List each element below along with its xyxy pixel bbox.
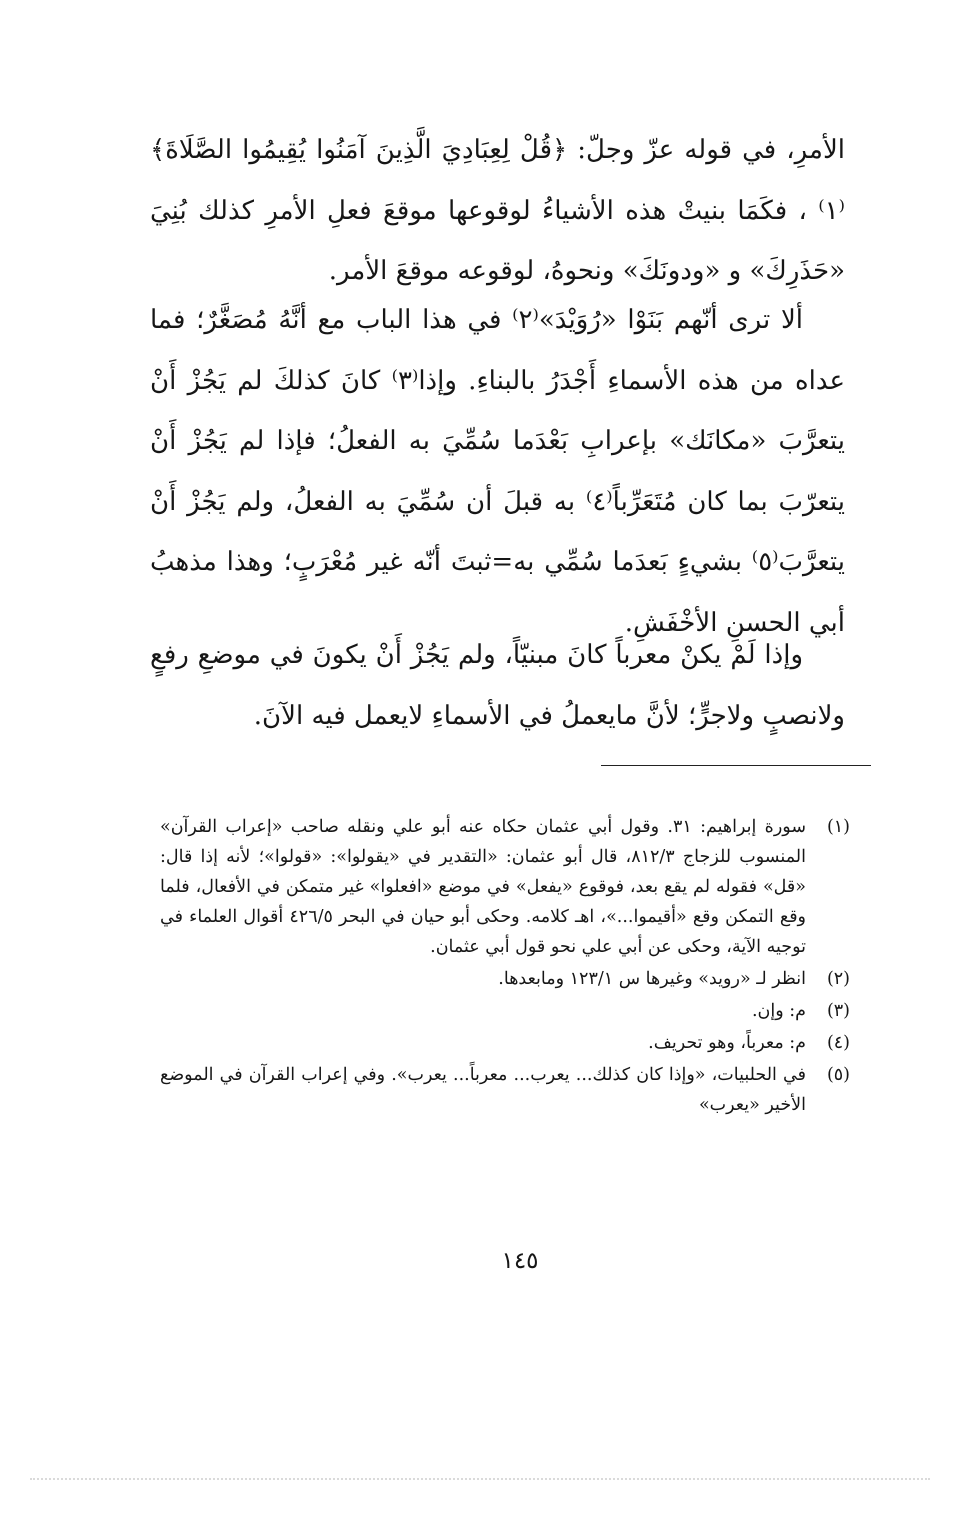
footnote-2 xyxy=(160,964,850,994)
footnote-3 xyxy=(160,996,850,1026)
body-paragraph-3: وإذا لَمْ يكنْ معرباً كانَ مبنيّاً، ولم يَجُزْ أَنْ يكونَ في موضعِ رفعٍ ولانصبٍ ولاجرٍّ؛ لأنَّ مايعملُ في الأسماءِ لايعمل فيه الآنَ. xyxy=(150,640,845,731)
footnote-number: (٥) xyxy=(826,1065,850,1085)
footnote-1 xyxy=(160,812,850,962)
page-number: ١٤٥ xyxy=(501,1248,539,1274)
footnote-number: (٤) xyxy=(826,1033,850,1053)
footnote-text: سورة إبراهيم: ٣١. وقول أبي عثمان حكاه عنه أبو علي ونقله صاحب «إعراب القرآن» المنسوب للزجاج ٨١٢/٣، قال أبو عثمان: «التقدير في «يقولوا»: «قولوا»؛ لأنه إذا قال: «قل» فقوله لم يقع بعد، فوقوع «يفعل» في موضع «افعلوا» غير متمكن في الأفعال، فلما وقع التمكن وقع «أقيموا...»، اهـ كلامه. وحكى أبو حيان في البحر ٤٢٦/٥ أقوال العلماء في توجيه الآية، وحكى عن أبي علي نحو قول أبي عثمان. xyxy=(160,817,807,957)
footnote-5 xyxy=(160,1060,850,1120)
footnote-text: م: معرباً، وهو تحريف. xyxy=(648,1033,806,1053)
footnote-number: (١) xyxy=(826,817,850,837)
footnotes-section xyxy=(160,812,850,1122)
footnote-separator xyxy=(601,765,871,766)
footnote-text: انظر لـ «رويد» وغيرها س ١٢٣/١ ومابعدها. xyxy=(498,969,806,989)
body-paragraph-2: ألا ترى أنّهم بَنَوْا «رُوَيْدَ»⁽٢⁾ في هذا الباب مع أنَّهُ مُصَغَّرٌ؛ فما عداه من هذه الأسماءِ أَجْدَرُ بالبناءِ. وإذا⁽٣⁾ كانَ كذلكَ لم يَجُزْ أَنْ يتعرَّبَ «مكانَك» بإعرابِ بَعْدَما سُمِّيَ به الفعلُ؛ فإذا لم يَجُزْ أَنْ يتعرّبَ بما كان مُتَعَرِّباً⁽٤⁾ به قبلَ أن سُمِّيَ به الفعلُ، ولم يَجُزْ أَنْ يتعرَّبَ⁽٥⁾ بشيءٍ بَعدَما سُمِّي به=ثبتَ أنّه غير مُعْرَبٍ؛ وهذا مذهبُ أبي الحسنِ الأخْفَشِ. xyxy=(150,305,846,638)
scan-artifact-divider xyxy=(30,1478,930,1482)
footnote-number: (٢) xyxy=(826,969,850,989)
footnote-text: م: وإن. xyxy=(751,1001,806,1021)
body-paragraph-1: الأمرِ، في قوله عزّ وجلّ: ﴿قُلْ لِعِبَادِيَ الَّذِينَ آمَنُوا يُقِيمُوا الصَّلَاةَ﴾⁽١⁾ ، فكَمَا بنيتْ هذه الأشياءُ لوقوعها موقعَ فعلِ الأمرِ كذلك بُنِيَ «حَذَرِكَ» و «ودونَكَ» ونحوهُ، لوقوعه موقعَ الأمر. xyxy=(150,135,845,286)
footnote-4 xyxy=(160,1028,850,1058)
footnote-text: في الحلبيات، «وإذا كان كذلك... يعرب... معرباً... يعرب». وفي إعراب القرآن في الموضع الأخير «يعرب» xyxy=(160,1065,806,1115)
footnote-number: (٣) xyxy=(826,1001,850,1021)
